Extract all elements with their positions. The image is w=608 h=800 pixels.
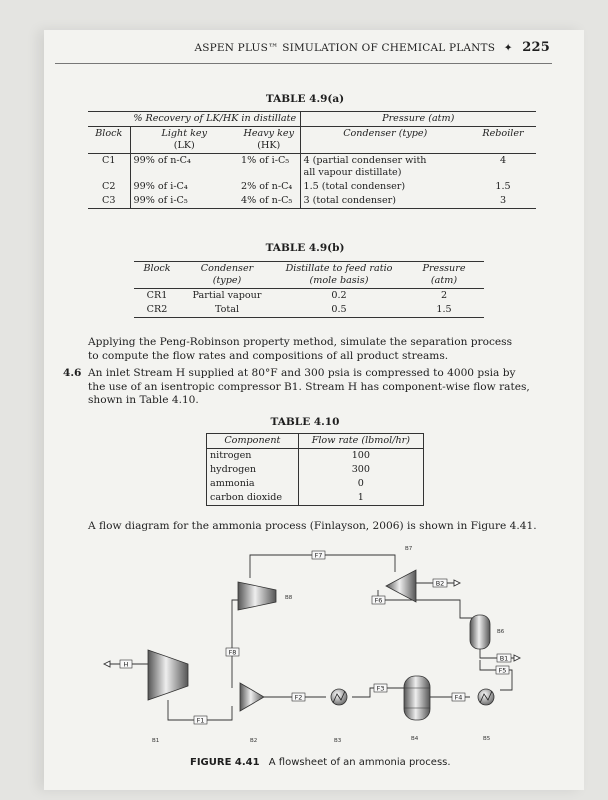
col-condenser: Condenser (type) (180, 262, 274, 289)
block-b3-label: B3 (334, 738, 342, 744)
col-light-key: Light key (LK) (130, 127, 238, 154)
table-row: C3 99% of i-C₅ 4% of n-C₅ 3 (total condenser) 3 (88, 194, 536, 209)
table-4-10-title: TABLE 4.10 (270, 416, 340, 428)
table-4-9a (88, 111, 536, 209)
stream-f6-label: F6 (374, 596, 383, 605)
table-4-9a-title: TABLE 4.9(a) (265, 93, 345, 105)
stream-f1-label: F1 (196, 716, 205, 725)
ammonia-flowsheet (0, 540, 608, 750)
col-flow-rate: Flow rate (lbmol/hr) (298, 434, 423, 449)
stream-f4-label: F4 (454, 693, 463, 702)
block-b7-label: B7 (405, 546, 413, 552)
heater-b3-icon (331, 689, 347, 705)
group-recovery-header: % Recovery of LK/HK in distillate (133, 113, 297, 124)
stream-f7-label: F7 (314, 551, 323, 560)
figure-label: FIGURE 4.41 (190, 757, 260, 768)
col-block: Block (88, 127, 130, 154)
block-b8-label: B8 (285, 595, 293, 601)
running-title: ASPEN PLUS™ SIMULATION OF CHEMICAL PLANTS (194, 42, 496, 54)
header-rule (55, 63, 552, 64)
paragraph-instructions: Applying the Peng-Robinson property method, simulate the separation process to compute the flow rates and compositions of all product streams. (88, 336, 513, 362)
problem-number: 4.6 (63, 367, 82, 379)
paragraph-figure-ref: A flow diagram for the ammonia process (Finlayson, 2006) is shown in Figure 4.41. (88, 520, 537, 532)
stream-b1-label: B1 (499, 654, 509, 663)
compressor-b7-icon (386, 570, 416, 602)
table-4-9b-title: TABLE 4.9(b) (265, 242, 345, 254)
paragraph-problem-4-6: 4.6 An inlet Stream H supplied at 80°F and 300 psia is compressed to 4000 psia by the use of an isentropic compressor B1. Stream H has component-wise flow rates, shown in Table 4.10. (63, 367, 530, 406)
col-heavy-key: Heavy key (HK) (238, 127, 300, 154)
figure-caption-text: A flowsheet of an ammonia process. (268, 757, 451, 768)
stream-f8-label: F8 (228, 648, 237, 657)
block-b5-label: B5 (483, 736, 491, 742)
col-reboiler: Reboiler (470, 127, 536, 154)
reactor-b4-icon (404, 676, 430, 720)
col-condenser: Condenser (type) (300, 127, 470, 154)
stream-f2-label: F2 (294, 693, 303, 702)
stream-b2-label: B2 (435, 579, 445, 588)
compressor-b2-icon (240, 683, 264, 711)
table-row: C2 99% of i-C₄ 2% of n-C₄ 1.5 (total condenser) 1.5 (102, 181, 511, 192)
table-row: C1 99% of n-C₄ 1% of i-C₅ 4 (partial condenser with all vapour distillate) 4 (88, 154, 536, 181)
block-b2-label: B2 (250, 738, 258, 744)
stream-h-label: H (123, 660, 129, 669)
heater-b5-icon (478, 689, 494, 705)
block-b6-label: B6 (497, 629, 505, 635)
col-ratio: Distillate to feed ratio (mole basis) (274, 262, 404, 289)
table-row: carbon dioxide 1 (207, 491, 424, 506)
table-row: CR1 Partial vapour 0.2 2 (134, 289, 484, 304)
table-row: hydrogen 300 (207, 463, 424, 477)
table-row: ammonia 0 (207, 477, 424, 491)
group-pressure-header: Pressure (atm) (300, 112, 536, 127)
compressor-b8-icon (238, 582, 276, 610)
stream-f5-label: F5 (498, 666, 507, 675)
table-4-9b (134, 261, 484, 318)
table-row: nitrogen 100 (207, 449, 424, 464)
running-header (120, 40, 550, 62)
stream-f3-label: F3 (376, 684, 385, 693)
table-4-10 (206, 433, 424, 506)
block-b1-label: B1 (152, 738, 160, 744)
compressor-b1-icon (148, 650, 188, 700)
block-b4-label: B4 (411, 736, 419, 742)
table-row: CR2 Total 0.5 1.5 (134, 303, 484, 318)
diamond-icon: ✦ (503, 42, 513, 54)
col-block: Block (134, 262, 180, 289)
col-pressure: Pressure (atm) (404, 262, 484, 289)
col-component: Component (207, 434, 299, 449)
figure-caption (190, 757, 490, 768)
flash-drum-b6-icon (470, 615, 490, 649)
page-number: 225 (522, 40, 550, 55)
